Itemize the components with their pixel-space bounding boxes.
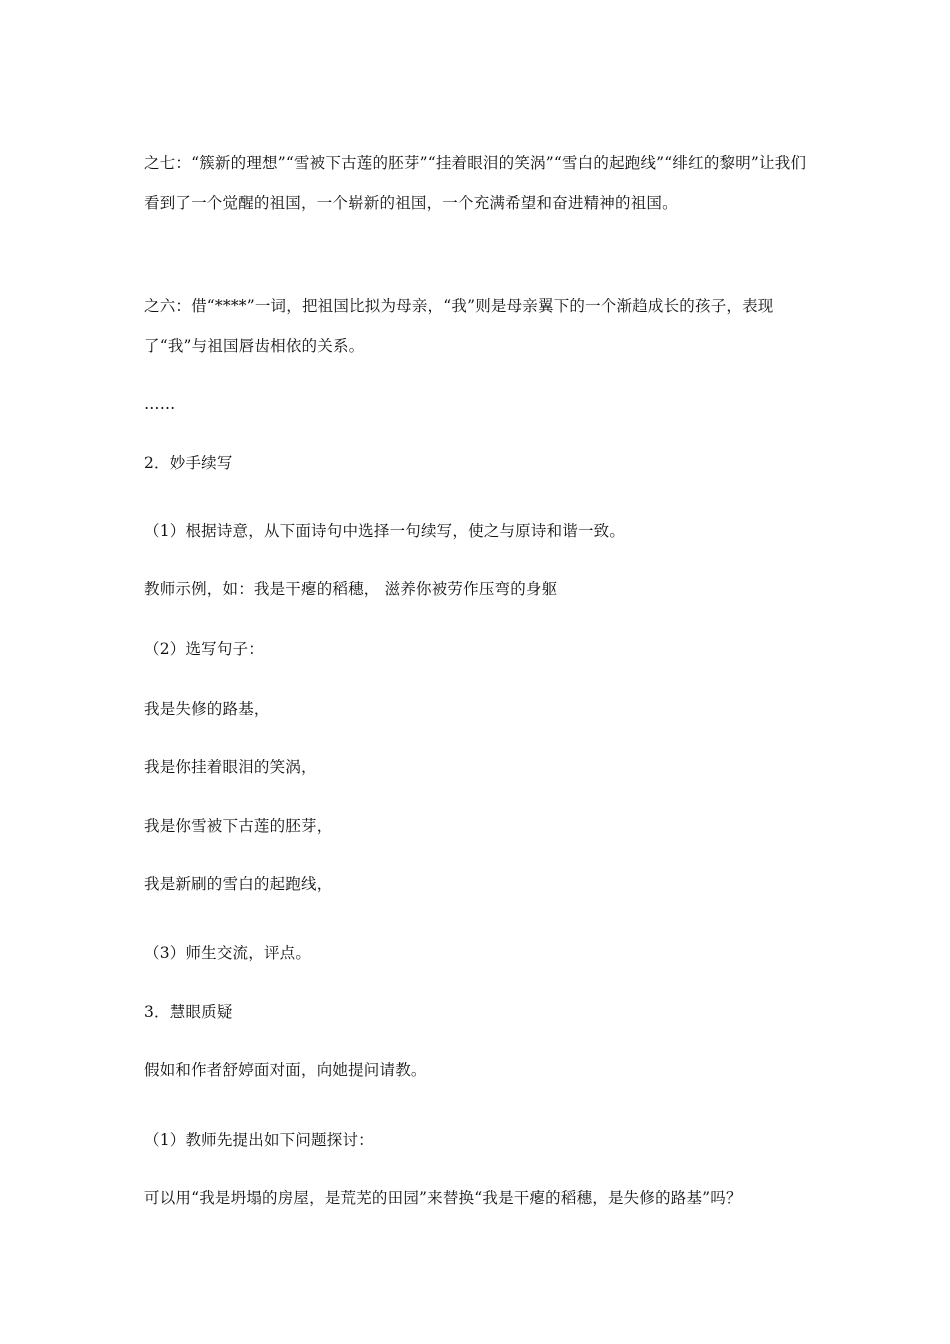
poem-line-1: 我是失修的路基， (144, 700, 270, 718)
paragraph-analysis-six: 之六：借“****”一词，把祖国比拟为母亲，“我”则是母亲翼下的一个渐趋成长的孩子，表现了“我”与祖国唇齿相依的关系。 (144, 297, 774, 355)
paragraph-replacement-question: 可以用“我是坍塌的房屋，是荒芜的田园”来替换“我是干瘪的稻穗，是失修的路基”吗？ (144, 1189, 742, 1207)
paragraph-analysis-seven: 之七：“簇新的理想”“雪被下古莲的胚芽”“挂着眼泪的笑涡”“雪白的起跑线”“绯红的黎明”让我们看到了一个觉醒的祖国，一个崭新的祖国，一个充满希望和奋进精神的祖国。 (144, 154, 807, 212)
paragraph-teacher-question: （1）教师先提出如下问题探讨： (144, 1131, 374, 1149)
section-heading-continuation: 2．妙手续写 (144, 454, 233, 472)
paragraph-teacher-example: 教师示例，如：我是干瘪的稻穗， 滋养你被劳作压弯的身躯 (144, 580, 558, 598)
poem-line-4: 我是新刷的雪白的起跑线， (144, 875, 333, 893)
poem-line-3: 我是你雪被下古莲的胚芽， (144, 817, 333, 835)
paragraph-step-2: （2）选写句子： (144, 640, 264, 658)
paragraph-face-to-face: 假如和作者舒婷面对面，向她提问请教。 (144, 1061, 427, 1079)
poem-line-2: 我是你挂着眼泪的笑涡， (144, 758, 317, 776)
paragraph-step-3: （3）师生交流，评点。 (144, 944, 312, 962)
section-heading-questioning: 3．慧眼质疑 (144, 1003, 233, 1021)
paragraph-step-1: （1）根据诗意，从下面诗句中选择一句续写，使之与原诗和谐一致。 (144, 522, 626, 540)
paragraph-ellipsis: …… (144, 395, 176, 413)
